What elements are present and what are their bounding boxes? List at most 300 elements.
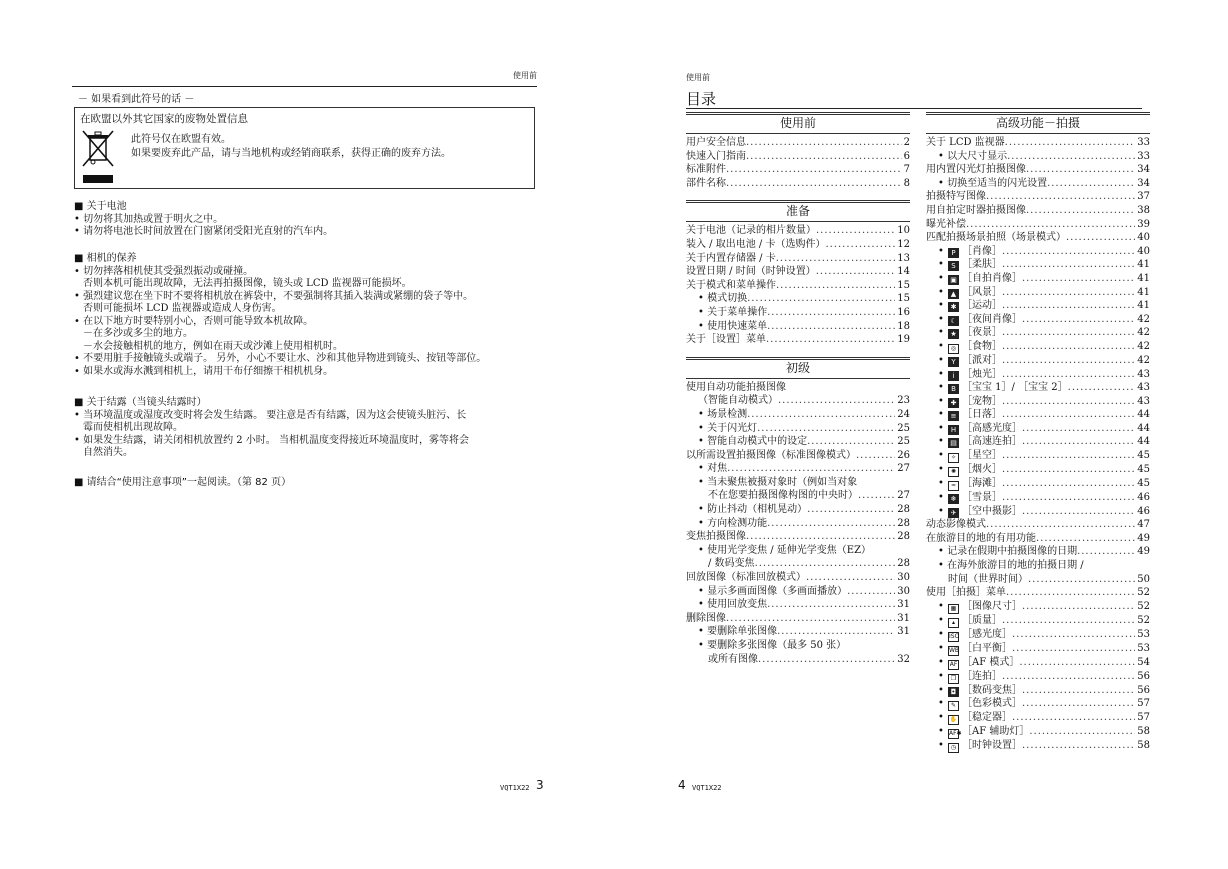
toc-leader-dots (1068, 381, 1136, 395)
toc-entry-label (938, 258, 1002, 272)
toc-page-number: 52 (1137, 614, 1150, 626)
toc-leader-dots (847, 585, 895, 599)
toc-leader-dots (1002, 408, 1135, 422)
toc-entry-label (938, 299, 1002, 313)
bullet: • (938, 670, 944, 682)
toc-entry-text: ［稳定器］ (962, 712, 1012, 724)
toc-leader-dots (1002, 340, 1135, 354)
toc-leader-dots (746, 530, 895, 544)
toc-entry-text: 关于［设置］菜单 (686, 334, 766, 346)
toc-entry[interactable] (686, 252, 910, 266)
toc-leader-dots (746, 150, 902, 164)
toc-entry-text: ［派对］ (962, 354, 1002, 366)
toc-page-number: 31 (897, 599, 910, 611)
toc-entry[interactable] (686, 517, 910, 531)
toc-page-number: 39 (1137, 218, 1150, 230)
toc-entry[interactable] (686, 408, 910, 422)
toc-entry-text: 匹配拍摄场景拍照（场景模式） (926, 232, 1066, 244)
toc-entry[interactable] (926, 190, 1150, 204)
toc-entry-label (708, 653, 758, 667)
toc-entry[interactable] (926, 586, 1150, 600)
toc-entry-label (938, 491, 1002, 505)
toc-entry-text: • 显示多画面图像（多画面播放） (698, 585, 848, 597)
toc-entry-text: ［雪景］ (962, 492, 1002, 504)
scene-mode-icon: ✱ (948, 302, 959, 312)
toc-leader-dots (1012, 642, 1135, 656)
toc-entry[interactable] (926, 368, 1150, 382)
scene-mode-icon: P (948, 248, 959, 258)
toc-entry[interactable] (686, 292, 910, 306)
bullet: • (938, 684, 944, 696)
toc-entry[interactable] (686, 653, 910, 667)
toc-entry-text: ［白平衡］ (962, 642, 1012, 654)
black-bar-mark (83, 175, 113, 183)
bullet: • (938, 300, 944, 312)
toc-entry[interactable] (926, 628, 1150, 642)
toc-page-number: 58 (1137, 726, 1150, 738)
scene-mode-icon: H (948, 425, 959, 435)
bullet: • (938, 656, 944, 668)
scene-mode-icon: ✧ (948, 453, 959, 463)
toc-gap (686, 347, 910, 357)
scene-mode-icon: ≈ (948, 481, 959, 491)
toc-entry-text: • 使用快速菜单 (698, 320, 768, 332)
toc-entry[interactable] (926, 435, 1150, 449)
toc-entry-label (938, 245, 1002, 259)
bullet: • (938, 450, 944, 462)
toc-entry[interactable] (926, 600, 1150, 614)
toc-leader-dots (727, 462, 895, 476)
toc-entry[interactable] (686, 333, 910, 347)
toc-entry-text: ［数码变焦］ (962, 684, 1022, 696)
bullet: • (938, 354, 944, 366)
toc-entry-text: ［宠物］ (962, 395, 1002, 407)
toc-leader-dots (776, 252, 896, 266)
toc-entry-label (698, 517, 767, 531)
toc-page-number: 58 (1137, 740, 1150, 752)
toc-entry[interactable] (926, 231, 1150, 245)
toc-entry-text: ［自拍肖像］ (962, 272, 1022, 284)
toc-entry-text: ［运动］ (962, 300, 1002, 312)
toc-leader-dots (1006, 586, 1135, 600)
toc-entry[interactable] (926, 463, 1150, 477)
toc-page-number: 14 (897, 266, 910, 278)
toc-entry[interactable] (686, 462, 910, 476)
toc-entry-text: 设置日期 / 时间（时钟设置） (686, 266, 816, 278)
toc-page-number: 56 (1137, 684, 1150, 696)
care-line-9: • 如果水或海水溅到相机上，请用干布仔细擦干相机机身。 (74, 365, 334, 377)
scene-mode-icon: ▴ (948, 618, 959, 628)
scene-mode-icon: ◎ (948, 344, 959, 354)
toc-entry-label (938, 368, 1002, 382)
toc-page-number: 28 (897, 504, 910, 516)
toc-entry[interactable] (926, 711, 1150, 725)
care-line-7: －水会接触相机的地方，例如在雨天或沙滩上使用相机时。 (83, 340, 343, 352)
toc-entry-label (686, 333, 766, 347)
toc-page-number: 41 (1137, 300, 1150, 312)
toc-entry[interactable] (686, 530, 910, 544)
toc-entry-label (926, 136, 1005, 150)
toc-entry[interactable] (686, 476, 910, 490)
toc-page-number: 8 (903, 177, 910, 189)
toc-entry[interactable] (926, 340, 1150, 354)
scene-mode-icon: ▦ (948, 604, 959, 614)
toc-entry[interactable] (926, 449, 1150, 463)
toc-leader-dots (816, 265, 896, 279)
toc-entry-label (938, 449, 1002, 463)
bullet: • (938, 313, 944, 325)
toc-entry-text: • 要删除单张图像 (698, 626, 778, 638)
toc-entry[interactable] (926, 258, 1150, 272)
toc-page-number: 56 (1137, 670, 1150, 682)
toc-entry-label (938, 614, 1002, 628)
toc-entry[interactable] (926, 408, 1150, 422)
care-line-3: • 强烈建议您在坐下时不要将相机放在裤袋中，不要强制将其插入装满或紧绷的袋子等中。 (74, 290, 474, 302)
toc-leader-dots (777, 625, 895, 639)
toc-leader-dots (747, 292, 895, 306)
toc-section-heading: 使用前 (686, 112, 910, 134)
toc-leader-dots (767, 320, 895, 334)
scene-mode-icon: S (948, 261, 959, 271)
care-line-1: • 切勿摔落相机使其受强烈振动或碰撞。 (74, 265, 254, 277)
toc-leader-dots (758, 653, 895, 667)
toc-entry-text: • 场景检测 (698, 408, 748, 420)
toc-page-number: 42 (1137, 354, 1150, 366)
toc-entry-text: / 数码变焦 (708, 558, 755, 570)
toc-entry-text: • 关于闪光灯 (698, 422, 758, 434)
toc-page-number: 42 (1137, 327, 1150, 339)
toc-page-number: 57 (1137, 712, 1150, 724)
toc-entry[interactable] (686, 625, 910, 639)
toc-entry-text: 动态影像模式 (926, 519, 986, 531)
toc-entry[interactable] (926, 286, 1150, 300)
toc-entry-text: • 切换至适当的闪光设置 (938, 177, 1048, 189)
toc-entry-label (938, 684, 1022, 698)
toc-entry[interactable] (686, 449, 910, 463)
bullet: • (938, 245, 944, 257)
toc-entry[interactable] (926, 491, 1150, 505)
toc-entry-label (938, 381, 1068, 395)
toc-entry[interactable] (926, 725, 1150, 739)
toc-entry[interactable] (926, 313, 1150, 327)
toc-leader-dots (1002, 326, 1135, 340)
toc-entry[interactable] (686, 489, 910, 503)
toc-page-number (908, 381, 910, 395)
toc-section-heading: 高级功能－拍摄 (926, 112, 1150, 134)
toc-entry-label (698, 435, 807, 449)
toc-entry[interactable] (686, 571, 910, 585)
toc-leader-dots (1022, 684, 1135, 698)
toc-entry[interactable] (686, 557, 910, 571)
toc-page-number: 40 (1137, 232, 1150, 244)
toc-entry[interactable] (686, 224, 910, 238)
toc-entry[interactable] (926, 422, 1150, 436)
toc-page-number: 23 (897, 395, 910, 407)
toc-page-number: 45 (1137, 464, 1150, 476)
toc-entry-text: • 要删除多张图像（最多 50 张） (698, 640, 847, 651)
toc-page-number: 28 (897, 517, 910, 529)
toc-leader-dots (766, 333, 895, 347)
toc-entry[interactable] (686, 265, 910, 279)
toc-entry[interactable] (686, 136, 910, 150)
toc-entry-text: 关于模式和菜单操作 (686, 279, 776, 291)
toc-leader-dots (871, 544, 908, 558)
toc-entry[interactable] (926, 518, 1150, 532)
toc-page-number: 7 (903, 164, 910, 176)
toc-entry[interactable] (926, 326, 1150, 340)
eu-box-line-2: 如果要废弃此产品，请与当地机构或经销商联系，获得正确的废弃方法。 (131, 148, 451, 159)
toc-entry[interactable] (686, 279, 910, 293)
scene-mode-icon: i (948, 371, 959, 381)
toc-leader-dots (786, 381, 908, 395)
toc-entry-label (938, 422, 1022, 436)
toc-entry-text: ［柔肤］ (962, 259, 1002, 271)
toc-page-number: 33 (1137, 137, 1150, 148)
toc-entry[interactable] (686, 639, 910, 653)
toc-leader-dots (1002, 395, 1135, 409)
toc-entry[interactable] (686, 435, 910, 449)
toc-entry-label (698, 625, 777, 639)
toc-entry[interactable] (926, 614, 1150, 628)
toc-entry[interactable] (926, 245, 1150, 259)
eu-disposal-box (74, 107, 535, 189)
toc-leader-dots (1002, 258, 1135, 272)
toc-leader-dots (1002, 491, 1135, 505)
toc-leader-dots (857, 476, 908, 490)
toc-entry-label (938, 559, 1084, 573)
condensation-line-3: • 如果发生结露，请关闭相机放置约 2 小时。 当相机温度变得接近环境温度时，雾等将会 (74, 434, 469, 446)
toc-entry[interactable] (926, 477, 1150, 491)
toc-entry-text: • 使用光学变焦 / 延伸光学变焦（EZ） (698, 544, 872, 556)
toc-entry-text: 用户安全信息 (686, 137, 746, 148)
toc-entry[interactable] (686, 306, 910, 320)
toc-entry-text: ［AF 模式］ (962, 656, 1020, 668)
toc-entry-text: ［空中摄影］ (962, 505, 1022, 517)
toc-entry-label (698, 476, 857, 490)
toc-entry[interactable] (926, 150, 1150, 164)
toc-entry-label (938, 545, 1077, 559)
toc-entry[interactable] (686, 394, 910, 408)
bullet: • (938, 409, 944, 421)
toc-entry-label (926, 518, 986, 532)
eu-box-line-1: 此符号仅在欧盟有效。 (131, 134, 231, 145)
toc-entry-text: 以所需设置拍摄图像（标准图像模式） (686, 449, 856, 461)
toc-entry[interactable] (926, 532, 1150, 546)
toc-entry-label (938, 340, 1002, 354)
toc-entry[interactable] (926, 739, 1150, 753)
toc-entry-text: 关于电池（记录的相片数量） (686, 225, 816, 237)
toc-page-number: 25 (897, 422, 910, 434)
toc-page-number: 6 (903, 150, 910, 162)
toc-leader-dots (1002, 463, 1135, 477)
toc-leader-dots (1002, 670, 1135, 684)
toc-page-number: 38 (1137, 204, 1150, 216)
scene-mode-icon: ISO (949, 632, 960, 640)
toc-page-number: 49 (1137, 532, 1150, 544)
toc-entry-text: ［夜间肖像］ (962, 313, 1022, 325)
battery-section (74, 201, 333, 239)
toc-entry[interactable] (926, 573, 1150, 587)
toc-leader-dots (1005, 136, 1136, 150)
toc-entry-label (938, 725, 1029, 739)
toc-entry[interactable] (926, 299, 1150, 313)
bullet: • (938, 382, 944, 394)
toc-entry[interactable] (686, 381, 910, 395)
scene-mode-icon: ✚ (948, 398, 959, 408)
toc-page-number: 37 (1137, 191, 1150, 203)
toc-entry-label (926, 586, 1006, 600)
toc-entry[interactable] (926, 395, 1150, 409)
toc-leader-dots (1022, 272, 1135, 286)
battery-item-2: • 请勿将电池长时间放置在门窗紧闭受阳光直射的汽车内。 (74, 226, 334, 237)
toc-entry-text: 回放图像（标准回放模式） (686, 572, 806, 584)
bullet: • (938, 600, 944, 612)
toc-entry[interactable] (926, 697, 1150, 711)
toc-entry-label (698, 544, 871, 558)
toc-entry-label (686, 612, 726, 626)
toc-entry-text: • 记录在假期中拍摄图像的日期 (938, 546, 1078, 558)
toc-entry-label (948, 573, 1028, 587)
toc-entry[interactable] (926, 218, 1150, 232)
bullet: • (938, 464, 944, 476)
bullet: • (938, 272, 944, 284)
toc-entry-text: • 在海外旅游目的地的拍摄日期 / (938, 560, 1084, 572)
toc-entry-text: ［图像尺寸］ (962, 600, 1022, 612)
toc-entry-text: • 当未聚焦被摄对象时（例如当对象 (698, 476, 858, 488)
toc-entry[interactable] (686, 503, 910, 517)
toc-entry-text: ［高感光度］ (962, 422, 1022, 434)
toc-entry-label (926, 190, 986, 204)
toc-leader-dots (806, 571, 895, 585)
toc-leader-dots (1002, 286, 1135, 300)
toc-entry-text: ［色彩模式］ (962, 698, 1022, 710)
left-page-number: 3 (536, 778, 544, 792)
left-footer-code: VQT1X22 (500, 784, 530, 792)
toc-entry-label (938, 177, 1047, 191)
toc-page-number: 46 (1137, 505, 1150, 517)
toc-page-number: 52 (1137, 600, 1150, 612)
toc-entry[interactable] (686, 238, 910, 252)
right-page-number: 4 (678, 778, 686, 792)
toc-leader-dots (1022, 600, 1135, 614)
toc-leader-dots (1022, 505, 1135, 519)
toc-page-number: 53 (1137, 642, 1150, 654)
toc-entry-label (698, 422, 757, 436)
bullet: • (938, 614, 944, 626)
toc-entry[interactable] (926, 136, 1150, 150)
toc-entry[interactable] (926, 272, 1150, 286)
toc-entry-label (926, 204, 1026, 218)
toc-entry[interactable] (926, 559, 1150, 573)
toc-leader-dots (1002, 477, 1135, 491)
toc-entry[interactable] (686, 544, 910, 558)
right-footer-code: VQT1X22 (692, 784, 722, 792)
toc-entry[interactable] (926, 656, 1150, 670)
toc-entry[interactable] (926, 505, 1150, 519)
toc-entry-label (926, 231, 1066, 245)
toc-entry-label (686, 224, 816, 238)
toc-page-number: 42 (1137, 340, 1150, 352)
toc-leader-dots (1026, 204, 1135, 218)
toc-entry[interactable] (926, 204, 1150, 218)
toc-entry-label (938, 326, 1002, 340)
toc-page-number: 2 (903, 137, 910, 148)
bullet: • (938, 628, 944, 640)
toc-entry[interactable] (686, 177, 910, 191)
toc-entry[interactable] (926, 177, 1150, 191)
toc-entry-text: 曝光补偿 (926, 218, 966, 230)
toc-entry-text: ［高速连拍］ (962, 436, 1022, 448)
toc-entry-label (938, 670, 1002, 684)
toc-entry-text: ［肖像］ (962, 245, 1002, 257)
toc-entry-text: ［夜景］ (962, 327, 1002, 339)
toc-entry-text: 快速入门指南 (686, 150, 746, 162)
toc-entry-label (686, 238, 825, 252)
toc-entry-text: • 方向检测功能 (698, 517, 768, 529)
toc-entry-label (938, 150, 1007, 164)
toc-entry[interactable] (926, 642, 1150, 656)
toc-leader-dots (1077, 545, 1135, 559)
toc-entry[interactable] (926, 670, 1150, 684)
toc-entry[interactable] (686, 320, 910, 334)
toc-entry-text: ［风景］ (962, 286, 1002, 298)
scene-mode-icon: B (948, 384, 959, 394)
toc-leader-dots (778, 394, 895, 408)
toc-entry-text: ［食物］ (962, 340, 1002, 352)
toc-entry-label (938, 642, 1012, 656)
toc-entry-label (926, 218, 966, 232)
toc-entry-label (686, 571, 806, 585)
toc-entry[interactable] (686, 585, 910, 599)
toc-leader-dots (1026, 163, 1135, 177)
toc-leader-dots (1002, 614, 1135, 628)
care-line-2: 否则本机可能出现故障，无法再拍摄图像，镜头或 LCD 监视器可能损坏。 (83, 278, 412, 289)
toc-leader-dots (1084, 559, 1148, 573)
toc-entry[interactable] (686, 163, 910, 177)
toc-leader-dots (986, 518, 1135, 532)
toc-entry-text: 使用［拍摄］菜单 (926, 587, 1006, 599)
toc-entry[interactable] (926, 684, 1150, 698)
toc-leader-dots (1022, 697, 1135, 711)
toc-entry-text: ［宝宝 1］/ ［宝宝 2］ (962, 382, 1068, 394)
toc-page-number: 45 (1137, 478, 1150, 490)
toc-entry[interactable] (926, 545, 1150, 559)
toc-page-number: 54 (1137, 656, 1150, 668)
toc-title: 目录 (686, 88, 1142, 109)
toc-entry[interactable] (686, 612, 910, 626)
toc-leader-dots (807, 503, 895, 517)
toc-entry[interactable] (926, 163, 1150, 177)
bullet: • (938, 340, 944, 352)
toc-page-number: 24 (897, 408, 910, 420)
toc-entry[interactable] (686, 598, 910, 612)
toc-leader-dots (1007, 150, 1135, 164)
scene-mode-icon: ◘ (948, 687, 959, 697)
care-line-8: • 不要用脏手接触镜头或端子。 另外，小心不要让水、沙和其他异物进到镜头、按钮等部位。 (74, 353, 487, 364)
bullet: • (938, 642, 944, 654)
bullet: • (938, 478, 944, 490)
scene-mode-icon: ◷ (948, 743, 959, 753)
condensation-heading: ■ 关于结露（当镜头结露时） (74, 397, 207, 408)
toc-leader-dots (1028, 573, 1135, 587)
toc-page-number: 19 (897, 334, 910, 346)
scene-mode-icon: ✎ (948, 701, 959, 711)
toc-entry-label (938, 656, 1019, 670)
toc-entry[interactable] (926, 381, 1150, 395)
toc-entry[interactable] (926, 354, 1150, 368)
toc-entry[interactable] (686, 422, 910, 436)
toc-entry[interactable] (686, 150, 910, 164)
